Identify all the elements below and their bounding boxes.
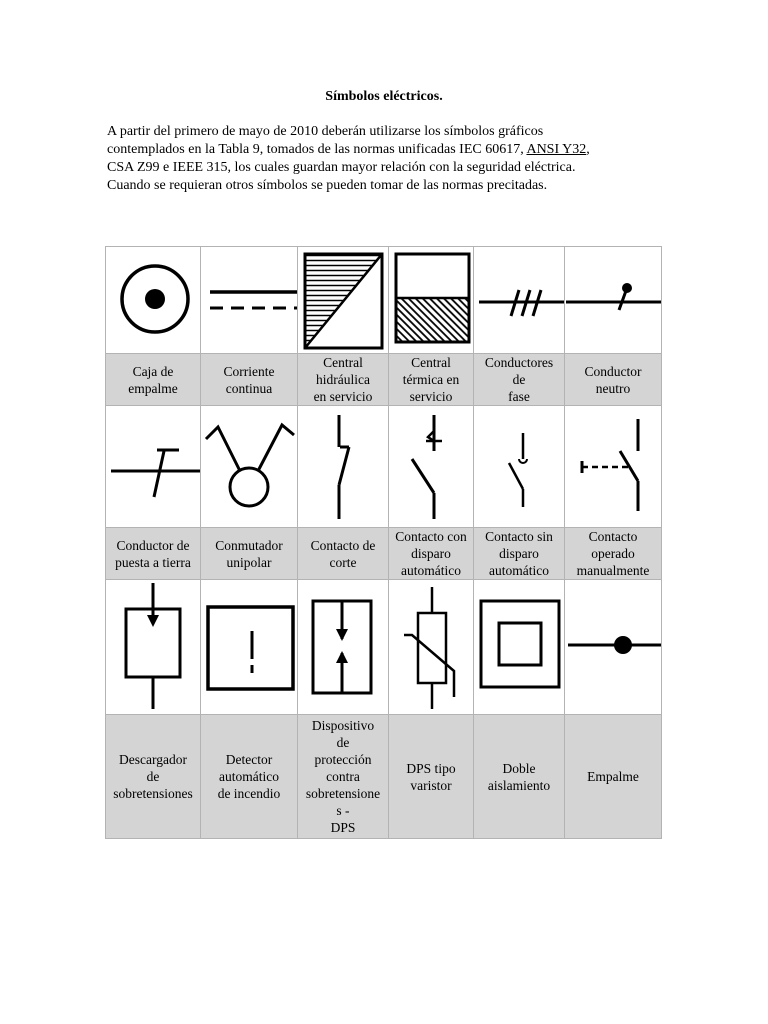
central-hidraulica-icon — [299, 248, 388, 353]
symbol-cell — [201, 247, 298, 354]
intro-line-2-end: , — [586, 142, 590, 157]
detector-incendio-icon — [202, 581, 297, 714]
intro-line-3: CSA Z99 e IEEE 315, los cuales guardan mayor relación con la seguridad eléctrica. — [107, 160, 576, 175]
intro-paragraph — [107, 123, 667, 195]
symbol-label: Detector automático de incendio — [201, 715, 298, 839]
symbol-cell — [201, 580, 298, 715]
contacto-con-disparo-icon — [390, 407, 473, 527]
dps-varistor-icon — [390, 581, 473, 714]
symbol-label: Contacto de corte — [298, 528, 389, 580]
doble-aislamiento-icon — [475, 581, 564, 714]
conmutador-unipolar-icon — [202, 407, 297, 527]
symbol-label: Dispositivo de protección contra sobretensione s - DPS — [298, 715, 389, 839]
symbol-label: Central térmica en servicio — [389, 354, 474, 406]
conductor-neutro-icon — [566, 248, 661, 353]
symbol-label: Contacto operado manualmente — [565, 528, 662, 580]
symbol-label: Empalme — [565, 715, 662, 839]
symbol-cell — [474, 247, 565, 354]
intro-line-2 — [107, 141, 667, 159]
symbol-label: Corriente continua — [201, 354, 298, 406]
empalme-icon — [566, 581, 661, 714]
descargador-sobretensiones-icon — [107, 581, 200, 714]
symbol-label: DPS tipo varistor — [389, 715, 474, 839]
intro-line-4: Cuando se requieran otros símbolos se pueden tomar de las normas precitadas. — [107, 178, 548, 193]
symbol-label: Caja de empalme — [106, 354, 201, 406]
symbols-table — [105, 246, 662, 839]
contacto-de-corte-icon — [299, 407, 388, 527]
conductor-puesta-tierra-icon — [107, 407, 200, 527]
symbol-label: Central hidráulica en servicio — [298, 354, 389, 406]
symbol-cell — [389, 580, 474, 715]
symbol-cell — [298, 580, 389, 715]
symbol-label: Doble aislamiento — [474, 715, 565, 839]
contacto-sin-disparo-icon — [475, 407, 564, 527]
corriente-continua-icon — [202, 248, 297, 353]
ansi-link[interactable]: ANSI Y32 — [526, 142, 587, 157]
symbol-cell — [389, 406, 474, 528]
symbol-label: Contacto con disparo automático — [389, 528, 474, 580]
symbol-cell — [474, 406, 565, 528]
symbol-cell — [298, 247, 389, 354]
symbol-label: Conductor neutro — [565, 354, 662, 406]
symbol-cell — [106, 580, 201, 715]
symbol-cell — [474, 580, 565, 715]
symbol-cell — [565, 580, 662, 715]
symbol-label: Descargador de sobretensiones — [106, 715, 201, 839]
symbol-cell — [565, 247, 662, 354]
dps-icon — [299, 581, 388, 714]
symbol-label: Conductores de fase — [474, 354, 565, 406]
intro-line-1: A partir del primero de mayo de 2010 deberán utilizarse los símbolos gráficos — [107, 124, 544, 139]
symbol-cell — [298, 406, 389, 528]
symbol-label: Conductor de puesta a tierra — [106, 528, 201, 580]
caja-de-empalme-icon — [107, 248, 200, 353]
symbol-cell — [565, 406, 662, 528]
symbol-cell — [106, 247, 201, 354]
symbol-cell — [106, 406, 201, 528]
symbol-label: Contacto sin disparo automático — [474, 528, 565, 580]
page-title: Símbolos eléctricos. — [325, 89, 443, 104]
conductores-de-fase-icon — [475, 248, 564, 353]
central-termica-icon — [390, 248, 473, 353]
intro-line-2-text: contemplados en la Tabla 9, tomados de las normas unificadas IEC 60617, — [107, 142, 527, 157]
symbol-cell — [389, 247, 474, 354]
symbol-cell — [201, 406, 298, 528]
contacto-manual-icon — [566, 407, 661, 527]
symbol-label: Conmutador unipolar — [201, 528, 298, 580]
